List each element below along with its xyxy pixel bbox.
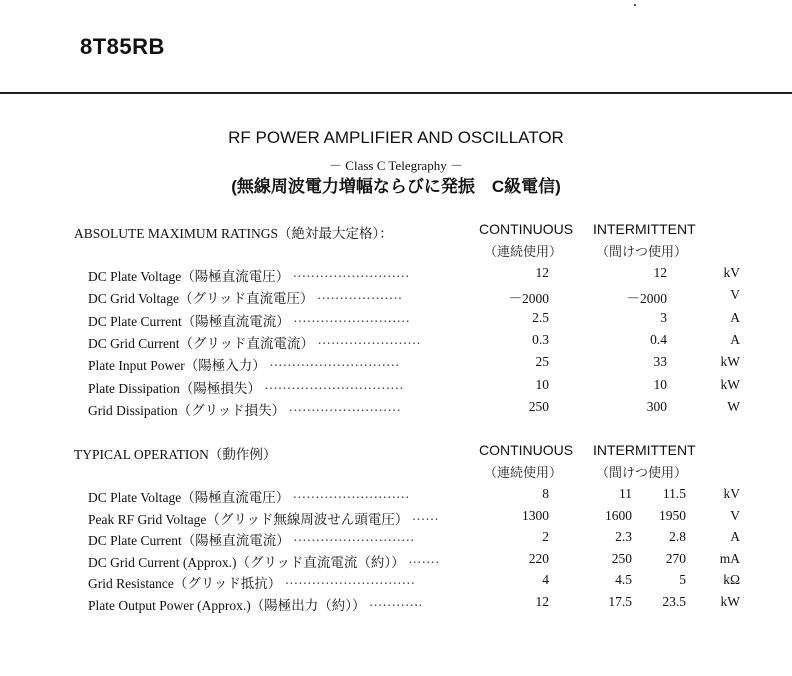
intermittent-value-a: 17.5 (608, 594, 632, 609)
continuous-value: 25 (535, 354, 549, 370)
table-row (0, 594, 792, 614)
section-title: RF POWER AMPLIFIER AND OSCILLATOR (228, 128, 564, 147)
continuous-value: 8 (542, 486, 549, 501)
parameter-label (88, 529, 415, 549)
continuous-value: 12 (535, 594, 549, 609)
unit-label: V (730, 287, 740, 303)
typical-col-intermittent: INTERMITTENT (593, 442, 696, 458)
unit-label: kV (723, 486, 740, 501)
leader-dots: ··························· (293, 533, 415, 549)
unit-label: A (730, 309, 740, 325)
table-row (0, 287, 792, 307)
leader-dots: ··················· (316, 291, 403, 307)
table-row (0, 377, 792, 397)
continuous-value: 0.3 (532, 331, 549, 347)
header-rule (0, 92, 792, 94)
continuous-value: 220 (528, 550, 549, 566)
table-row (0, 551, 792, 571)
leader-dots: ·························· (292, 490, 410, 505)
leader-dots: ····························· (284, 576, 416, 592)
unit-label: V (730, 507, 740, 523)
continuous-value: 2 (542, 529, 549, 545)
intermittent-value-b: 270 (665, 550, 686, 566)
unit-label: A (730, 331, 740, 347)
section-title-japanese: (無線周波電力増幅ならびに発振 C級電信) (231, 177, 561, 196)
intermittent-value: －2000 (626, 291, 667, 307)
unit-label: mA (719, 550, 740, 566)
table-row (0, 486, 792, 506)
leader-dots: ························· (288, 402, 401, 418)
intermittent-value-b: 1950 (659, 507, 686, 523)
intermittent-value-b: 2.8 (669, 529, 686, 545)
absolute-ratings-heading: ABSOLUTE MAXIMUM RATINGS（絶対最大定格）： (74, 226, 393, 241)
intermittent-value: 300 (646, 398, 667, 414)
intermittent-value-a: 250 (611, 550, 632, 566)
intermittent-value-a: 11 (619, 486, 632, 501)
absolute-col-intermittent: INTERMITTENT (593, 221, 696, 237)
unit-label: A (730, 529, 740, 545)
parameter-name: Plate Output Power (Approx.)（陽極出力（約）） (88, 598, 366, 613)
parameter-name: DC Plate Current（陽極直流電流） (88, 313, 290, 329)
table-row (0, 572, 792, 592)
parameter-label (88, 332, 421, 352)
speck-mark (634, 4, 636, 6)
intermittent-value: 33 (653, 354, 667, 370)
parameter-label (88, 310, 410, 330)
continuous-value: 4 (542, 572, 549, 588)
intermittent-value-a: 2.3 (615, 529, 632, 545)
table-row (0, 399, 792, 419)
leader-dots: ············ (368, 598, 423, 613)
continuous-value: 250 (528, 398, 549, 414)
typical-col-continuous-sub: （連続使用） (484, 465, 563, 480)
typical-col-continuous: CONTINUOUS (479, 442, 574, 458)
continuous-value: 1300 (522, 507, 549, 523)
table-row (0, 508, 792, 528)
continuous-value: －2000 (508, 291, 549, 307)
parameter-name: Grid Dissipation（グリッド損失） (88, 402, 286, 418)
intermittent-value: 3 (660, 309, 667, 325)
parameter-label (88, 265, 410, 285)
table-row (0, 332, 792, 352)
parameter-label (88, 551, 440, 571)
intermittent-value: 0.4 (650, 331, 667, 347)
parameter-label (88, 594, 423, 614)
parameter-name: DC Grid Current（グリッド直流電流） (88, 335, 314, 351)
parameter-label (88, 287, 402, 307)
table-row (0, 354, 792, 374)
unit-label: kW (720, 354, 740, 370)
leader-dots: ·························· (292, 269, 410, 284)
intermittent-value: 10 (653, 376, 667, 392)
parameter-label (88, 354, 400, 374)
parameter-label (88, 508, 439, 528)
table-row (0, 310, 792, 330)
parameter-name: Peak RF Grid Voltage（グリッド無線周波せん頭電圧） (88, 511, 409, 527)
leader-dots: ······························· (264, 380, 404, 396)
unit-label: kΩ (723, 572, 740, 588)
parameter-name: DC Grid Current (Approx.)（グリッド直流電流（約）） (88, 554, 405, 570)
absolute-col-continuous: CONTINUOUS (479, 221, 574, 237)
table-row (0, 529, 792, 549)
parameter-name: DC Plate Voltage（陽極直流電圧） (88, 269, 290, 284)
leader-dots: ······· (408, 554, 440, 570)
intermittent-value-a: 1600 (605, 507, 632, 523)
leader-dots: ·························· (293, 313, 411, 329)
intermittent-value-b: 11.5 (662, 486, 686, 501)
section-subtitle: － Class C Telegraphy － (329, 158, 463, 173)
intermittent-value-a: 4.5 (615, 572, 632, 588)
parameter-label (88, 399, 401, 419)
typical-operation-heading: TYPICAL OPERATION（動作例） (74, 447, 277, 462)
unit-label: kW (720, 594, 740, 609)
continuous-value: 2.5 (532, 309, 549, 325)
parameter-name: DC Grid Voltage（グリッド直流電圧） (88, 291, 314, 307)
unit-label: W (727, 398, 740, 414)
intermittent-value-b: 23.5 (662, 594, 686, 609)
absolute-col-continuous-sub: （連続使用） (484, 244, 563, 259)
intermittent-value: 12 (653, 265, 667, 280)
parameter-label (88, 486, 410, 506)
leader-dots: ····························· (269, 358, 400, 374)
parameter-label (88, 377, 404, 397)
parameter-name: DC Plate Current（陽極直流電流） (88, 533, 290, 549)
leader-dots: ······················· (317, 335, 421, 351)
unit-label: kV (723, 265, 740, 280)
parameter-name: DC Plate Voltage（陽極直流電圧） (88, 490, 290, 505)
model-number: 8T85RB (80, 34, 165, 59)
parameter-name: Plate Dissipation（陽極損失） (88, 380, 261, 396)
parameter-name: Grid Resistance（グリッド抵抗） (88, 576, 282, 592)
parameter-name: Plate Input Power（陽極入力） (88, 358, 266, 374)
leader-dots: ······ (411, 511, 439, 527)
unit-label: kW (720, 376, 740, 392)
intermittent-value-b: 5 (679, 572, 686, 588)
continuous-value: 10 (535, 376, 549, 392)
continuous-value: 12 (535, 265, 549, 280)
typical-col-intermittent-sub: （間けつ使用） (596, 465, 688, 480)
absolute-col-intermittent-sub: （間けつ使用） (596, 244, 688, 259)
parameter-label (88, 572, 415, 592)
table-row (0, 265, 792, 285)
